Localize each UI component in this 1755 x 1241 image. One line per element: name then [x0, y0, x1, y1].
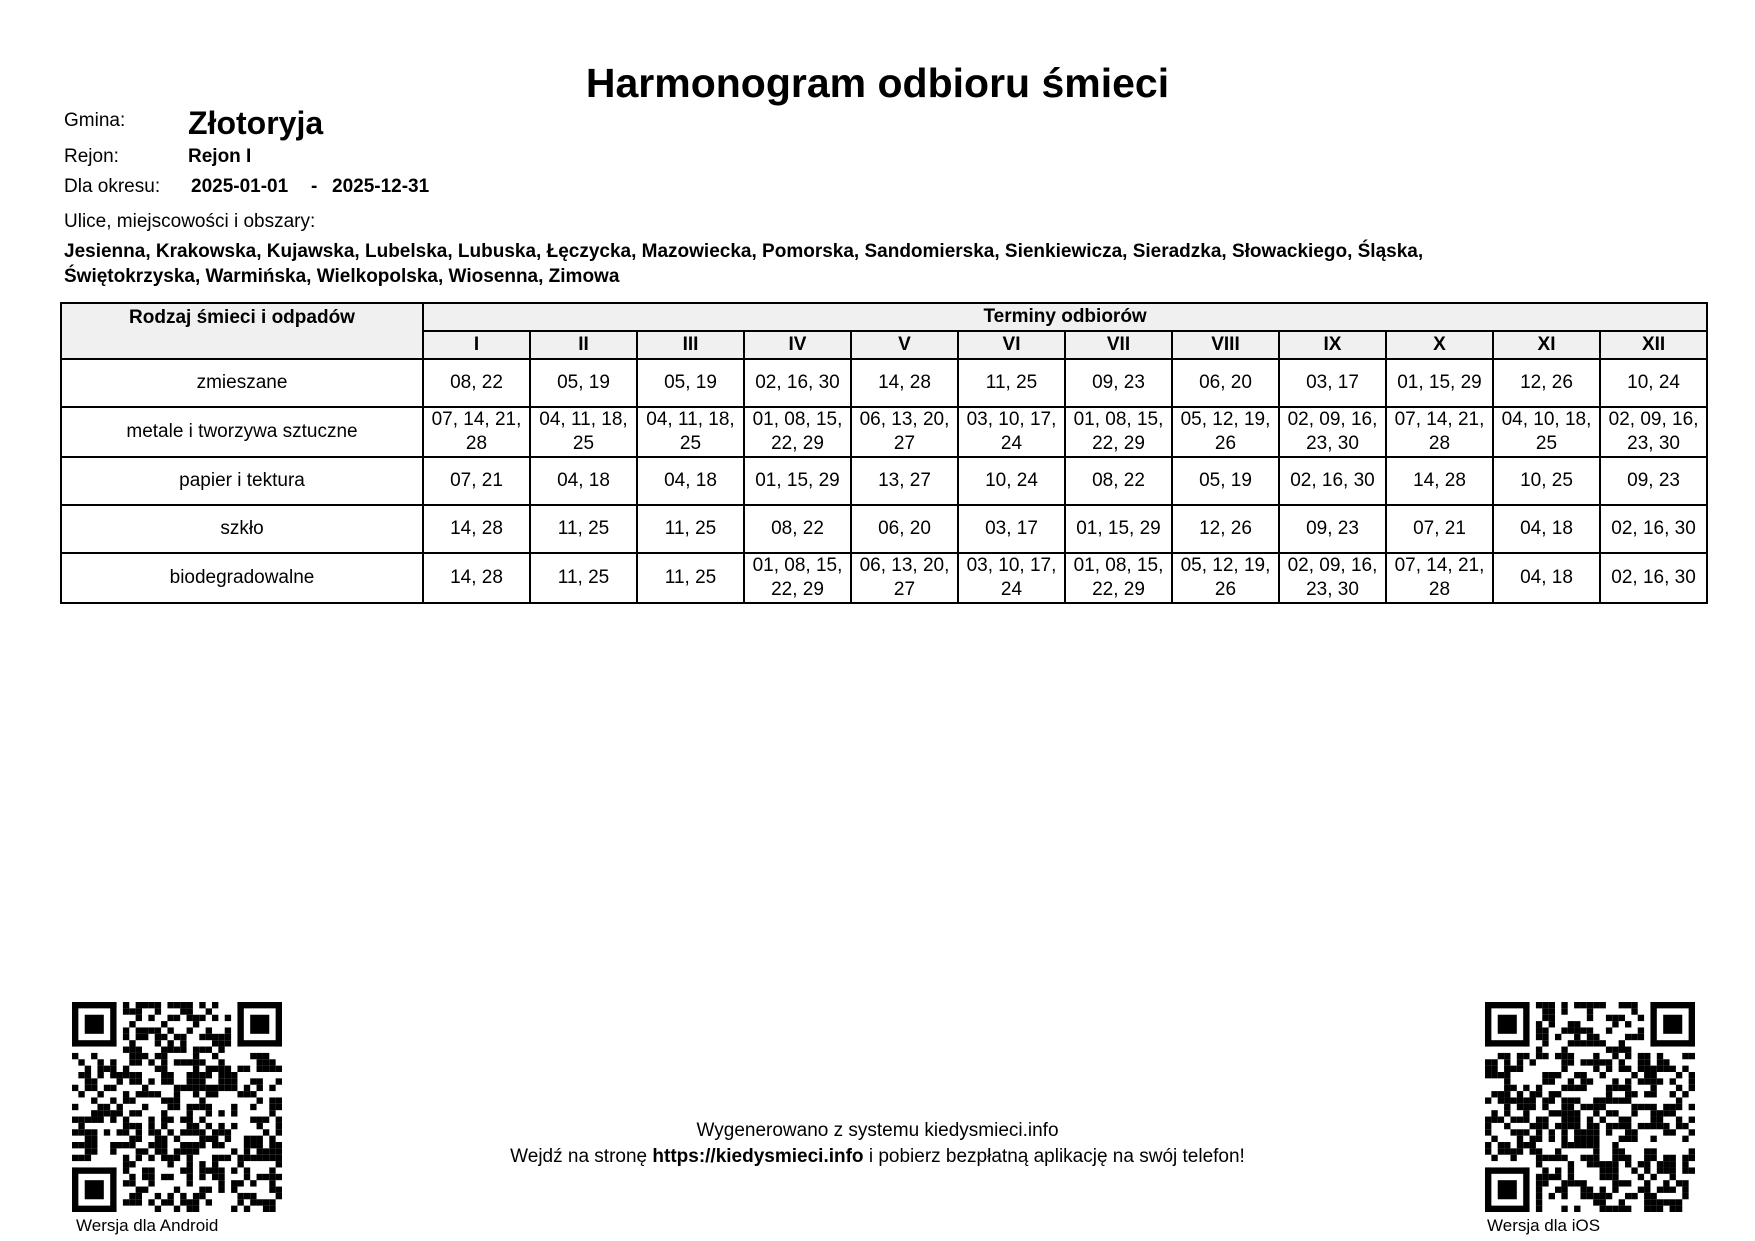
pickup-dates-cell: 07, 14, 21, 28	[1386, 407, 1493, 457]
pickup-dates-cell: 04, 11, 18, 25	[637, 407, 744, 457]
pickup-dates-cell: 14, 28	[423, 553, 530, 603]
pickup-dates-cell: 01, 08, 15, 22, 29	[744, 553, 851, 603]
pickup-dates-cell: 09, 23	[1600, 457, 1707, 505]
month-header: I	[423, 331, 530, 359]
pickup-dates-cell: 10, 24	[958, 457, 1065, 505]
pickup-dates-cell: 01, 15, 29	[1065, 505, 1172, 553]
footer	[0, 1118, 1755, 1170]
pickup-dates-cell: 14, 28	[1386, 457, 1493, 505]
pickup-dates-cell: 02, 16, 30	[744, 359, 851, 407]
period-from: 2025-01-01	[191, 176, 289, 197]
month-header: VIII	[1172, 331, 1279, 359]
month-header: V	[851, 331, 958, 359]
streets-line: Jesienna, Krakowska, Kujawska, Lubelska, Lubuska, Łęczycka, Mazowiecka, Pomorska, Sandomierska, Sienkiewicza, Sieradzka, Słowackiego, Śląska,	[64, 241, 1424, 262]
android-qr-caption: Wersja dla Android	[76, 1216, 219, 1235]
pickup-dates-cell: 04, 18	[1493, 553, 1600, 603]
waste-type-cell: zmieszane	[61, 359, 423, 407]
pickup-dates-cell: 09, 23	[1065, 359, 1172, 407]
pickup-dates-cell: 03, 17	[958, 505, 1065, 553]
pickup-dates-cell: 02, 16, 30	[1279, 457, 1386, 505]
month-header: X	[1386, 331, 1493, 359]
waste-type-header: Rodzaj śmieci i odpadów	[61, 303, 423, 359]
pickup-dates-cell: 02, 09, 16, 23, 30	[1279, 553, 1386, 603]
rejon-value: Rejon I	[188, 146, 252, 167]
period-to: 2025-12-31	[332, 176, 430, 197]
pickup-dates-cell: 11, 25	[637, 553, 744, 603]
footer-promo-suffix: i pobierz bezpłatną aplikację na swój telefon!	[863, 1146, 1245, 1167]
rejon-label: Rejon:	[64, 146, 119, 167]
streets-line: Świętokrzyska, Warmińska, Wielkopolska, Wiosenna, Zimowa	[64, 266, 620, 287]
pickup-dates-cell: 07, 14, 21, 28	[423, 407, 530, 457]
pickup-dates-cell: 06, 20	[1172, 359, 1279, 407]
table-row	[61, 505, 1707, 553]
pickup-dates-cell: 02, 09, 16, 23, 30	[1279, 407, 1386, 457]
pickup-dates-cell: 06, 13, 20, 27	[851, 553, 958, 603]
pickup-dates-cell: 14, 28	[423, 505, 530, 553]
footer-promo-prefix: Wejdź na stronę	[510, 1146, 653, 1167]
website-link[interactable]: https://kiedysmieci.info	[652, 1146, 864, 1167]
dates-header: Terminy odbiorów	[423, 303, 1707, 331]
pickup-dates-cell: 10, 25	[1493, 457, 1600, 505]
footer-generated-note: Wygenerowano z systemu kiedysmieci.info	[696, 1120, 1059, 1141]
month-header: IV	[744, 331, 851, 359]
pickup-dates-cell: 07, 14, 21, 28	[1386, 553, 1493, 603]
pickup-dates-cell: 12, 26	[1172, 505, 1279, 553]
pickup-dates-cell: 04, 18	[637, 457, 744, 505]
month-header: III	[637, 331, 744, 359]
pickup-dates-cell: 08, 22	[1065, 457, 1172, 505]
streets-list	[64, 239, 1604, 289]
pickup-dates-cell: 11, 25	[530, 505, 637, 553]
pickup-dates-cell: 08, 22	[423, 359, 530, 407]
pickup-dates-cell: 01, 15, 29	[1386, 359, 1493, 407]
gmina-label: Gmina:	[64, 110, 126, 131]
qr-code-icon	[1485, 1002, 1695, 1212]
pickup-dates-cell: 03, 17	[1279, 359, 1386, 407]
pickup-dates-cell: 11, 25	[958, 359, 1065, 407]
pickup-dates-cell: 12, 26	[1493, 359, 1600, 407]
page-title: Harmonogram odbioru śmieci	[585, 60, 1170, 106]
footer-promo	[0, 1144, 1755, 1170]
pickup-dates-cell: 03, 10, 17, 24	[958, 553, 1065, 603]
pickup-dates-cell: 04, 18	[1493, 505, 1600, 553]
month-header: II	[530, 331, 637, 359]
pickup-dates-cell: 05, 19	[1172, 457, 1279, 505]
ios-qr-code[interactable]	[1485, 1002, 1695, 1212]
pickup-dates-cell: 07, 21	[423, 457, 530, 505]
waste-type-cell: szkło	[61, 505, 423, 553]
table-row	[61, 407, 1707, 457]
pickup-dates-cell: 02, 09, 16, 23, 30	[1600, 407, 1707, 457]
table-row	[61, 359, 1707, 407]
schedule-table	[60, 302, 1708, 604]
pickup-dates-cell: 08, 22	[744, 505, 851, 553]
month-header: XII	[1600, 331, 1707, 359]
pickup-dates-cell: 09, 23	[1279, 505, 1386, 553]
pickup-dates-cell: 04, 11, 18, 25	[530, 407, 637, 457]
pickup-dates-cell: 06, 20	[851, 505, 958, 553]
pickup-dates-cell: 05, 19	[530, 359, 637, 407]
pickup-dates-cell: 05, 12, 19, 26	[1172, 407, 1279, 457]
table-row	[61, 553, 1707, 603]
pickup-dates-cell: 01, 08, 15, 22, 29	[744, 407, 851, 457]
streets-label: Ulice, miejscowości i obszary:	[64, 211, 316, 232]
pickup-dates-cell: 01, 08, 15, 22, 29	[1065, 407, 1172, 457]
pickup-dates-cell: 07, 21	[1386, 505, 1493, 553]
pickup-dates-cell: 05, 19	[637, 359, 744, 407]
waste-type-cell: metale i tworzywa sztuczne	[61, 407, 423, 457]
month-header: VII	[1065, 331, 1172, 359]
month-header: XI	[1493, 331, 1600, 359]
pickup-dates-cell: 02, 16, 30	[1600, 505, 1707, 553]
waste-type-cell: biodegradowalne	[61, 553, 423, 603]
pickup-dates-cell: 02, 16, 30	[1600, 553, 1707, 603]
month-header: VI	[958, 331, 1065, 359]
waste-type-cell: papier i tektura	[61, 457, 423, 505]
pickup-dates-cell: 06, 13, 20, 27	[851, 407, 958, 457]
pickup-dates-cell: 01, 08, 15, 22, 29	[1065, 553, 1172, 603]
month-header: IX	[1279, 331, 1386, 359]
pickup-dates-cell: 01, 15, 29	[744, 457, 851, 505]
pickup-dates-cell: 04, 18	[530, 457, 637, 505]
pickup-dates-cell: 11, 25	[530, 553, 637, 603]
period-separator: -	[311, 176, 318, 197]
android-qr-code[interactable]	[72, 1002, 282, 1212]
pickup-dates-cell: 14, 28	[851, 359, 958, 407]
table-row	[61, 457, 1707, 505]
pickup-dates-cell: 05, 12, 19, 26	[1172, 553, 1279, 603]
ios-qr-caption: Wersja dla iOS	[1487, 1216, 1601, 1235]
pickup-dates-cell: 11, 25	[637, 505, 744, 553]
pickup-dates-cell: 04, 10, 18, 25	[1493, 407, 1600, 457]
qr-code-icon	[72, 1002, 282, 1212]
pickup-dates-cell: 03, 10, 17, 24	[958, 407, 1065, 457]
pickup-dates-cell: 10, 24	[1600, 359, 1707, 407]
pickup-dates-cell: 13, 27	[851, 457, 958, 505]
gmina-value: Złotoryja	[188, 105, 324, 141]
period-label: Dla okresu:	[64, 176, 161, 197]
